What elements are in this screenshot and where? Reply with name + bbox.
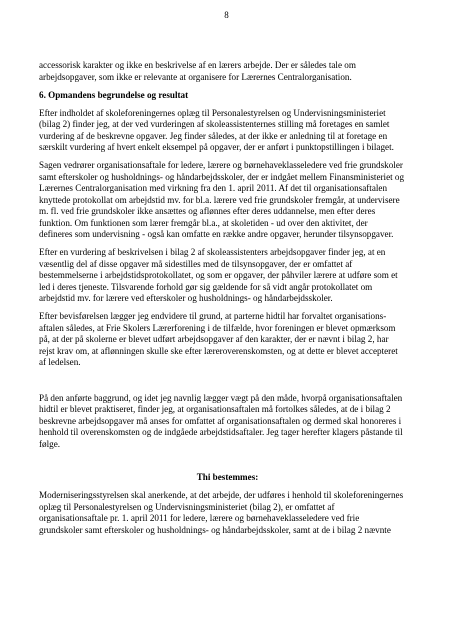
heading-text: Thi bestemmes: [196,472,259,482]
heading-text: 6. Opmandens begrundelse og resultat [39,89,189,100]
text-line: accessorisk karakter og ikke en beskrivelse af en lærers arbejde. Der er således tale om [39,60,356,70]
text-line: aftalen således, at Frie Skolers Lærerforening i de tilfælde, hvor foreningen er blevet opmærksom [39,322,396,333]
paragraph-conclusion [39,393,416,451]
paragraph-ruling [39,490,416,536]
text-line: funktion. Om funktionen som lærer fremgår bl.a., at skoletiden - ud over den aktivitet, der [39,217,368,228]
text-line: på, at der på skolerne er blevet udført arbejdsopgaver af den karakter, der er nævnt i bilag 2, har [39,334,389,344]
text-line: Efter bevisførelsen lægger jeg endvidere til grund, at parterne hidtil har forvaltet organisations- [39,311,387,321]
paragraph-agreement [39,160,416,241]
text-line: rejst krav om, at aflønningen skulle ske efter læreroverenskomsten, og at dette er blevet accepteret [39,345,398,356]
text-line: samt efterskoler og husholdnings- og håndarbejdsskoler, der er indgået mellem Finansministeriet og [39,171,405,182]
text-line: Efter indholdet af skoleforeningernes oplæg til Personalestyrelsen og Undervisningsministeriet [39,107,386,118]
text-line: Efter en vurdering af beskrivelsen i bilag 2 af skoleassistenters arbejdsopgaver finder jeg, at en [39,247,386,257]
text-line: henhold til overenskomsten og de indgåede arbejdstidsaftaler. Jeg tager herefter klagers påstande til [39,427,403,437]
text-line: organisationsaftale pr. 1. april 2011 for ledere, lærere og børnehaveklasseledere ved frie [39,513,360,523]
paragraph-intro-continuation [39,60,416,83]
text-line: Lærernes Centralorganisation med virkning fra den 1. april 2011. Af det til organisationsaftalen [39,183,388,193]
text-line: defineres som undervisning - også kan omfatte en række andre opgaver, herunder tilsynsopgaver. [39,229,394,239]
text-line: grundskoler samt efterskoler og husholdnings- og håndarbejdsskoler, samt at de i bilag 2 nævnte [39,524,391,535]
paragraph-evaluation [39,247,416,305]
text-line: af ledelsen. [39,357,81,367]
text-line: oplæg til Personalestyrelsen og Undervisningsministeriet (bilag 2), er omfattet af [39,501,335,512]
text-line: særskilt vurdering af hvert enkelt eksempel på opgaver, der er anført i punktopstillingen i bilaget. [39,142,394,152]
section-heading [39,90,416,102]
text-line: led i deres tjeneste. Tilsvarende forhold gør sig gældende for så vidt angår protokollatet om [39,281,373,292]
text-line: knyttede protokollat om arbejdstid mv. for bl.a. lærere ved frie grundskoler fremgår, at undervisere [39,194,400,205]
text-line: væsentlig del af disse opgaver må sidestilles med de tilsynsopgaver, der er omfattet af [39,258,353,269]
document-body [39,60,416,536]
text-line: m. fl. ved frie grundskoler ikke ansættes og aflønnes efter deres uddannelse, men efter deres [39,206,376,216]
ruling-heading [39,472,416,484]
text-line: På den anførte baggrund, og idet jeg navnlig lægger vægt på den måde, hvorpå organisationsaftalen [39,392,403,403]
paragraph-assessment [39,108,416,154]
page-number: 8 [224,10,229,20]
text-line: følge. [39,438,61,449]
text-line: Moderniseringsstyrelsen skal anerkende, at det arbejde, der udføres i henhold til skoleforeningernes [39,490,404,500]
text-line: beskrevne arbejdsopgaver må anses for omfattet af organisationsaftalen og dermed skal honoreres i [39,415,402,426]
paragraph-evidence [39,311,416,369]
text-line: arbejdstid mv. for lærere ved efterskoler og husholdnings- og håndarbejdsskoler. [39,293,333,303]
text-line: arbejdsopgaver, som ikke er relevante at organisere for Lærernes Centralorganisation. [39,71,352,82]
text-line: bestemmelserne i arbejdstidsprotokollatet, og som er opgaver, der påhviler lærere at udføre som et [39,270,398,280]
text-line: Sagen vedrører organisationsaftale for ledere, lærere og børnehaveklasseledere ved frie grundskoler [39,160,403,170]
text-line: hidtil er blevet praktiseret, finder jeg, at organisationsaftalen må fortolkes således, at de i bilag 2 [39,404,391,414]
text-line: vurdering af de beskrevne opgaver. Jeg finder således, at der ikke er anledning til at foretage en [39,130,388,141]
text-line: (bilag 2) finder jeg, at der ved vurderingen af skoleassistenternes stilling må foretages en samlet [39,119,390,129]
